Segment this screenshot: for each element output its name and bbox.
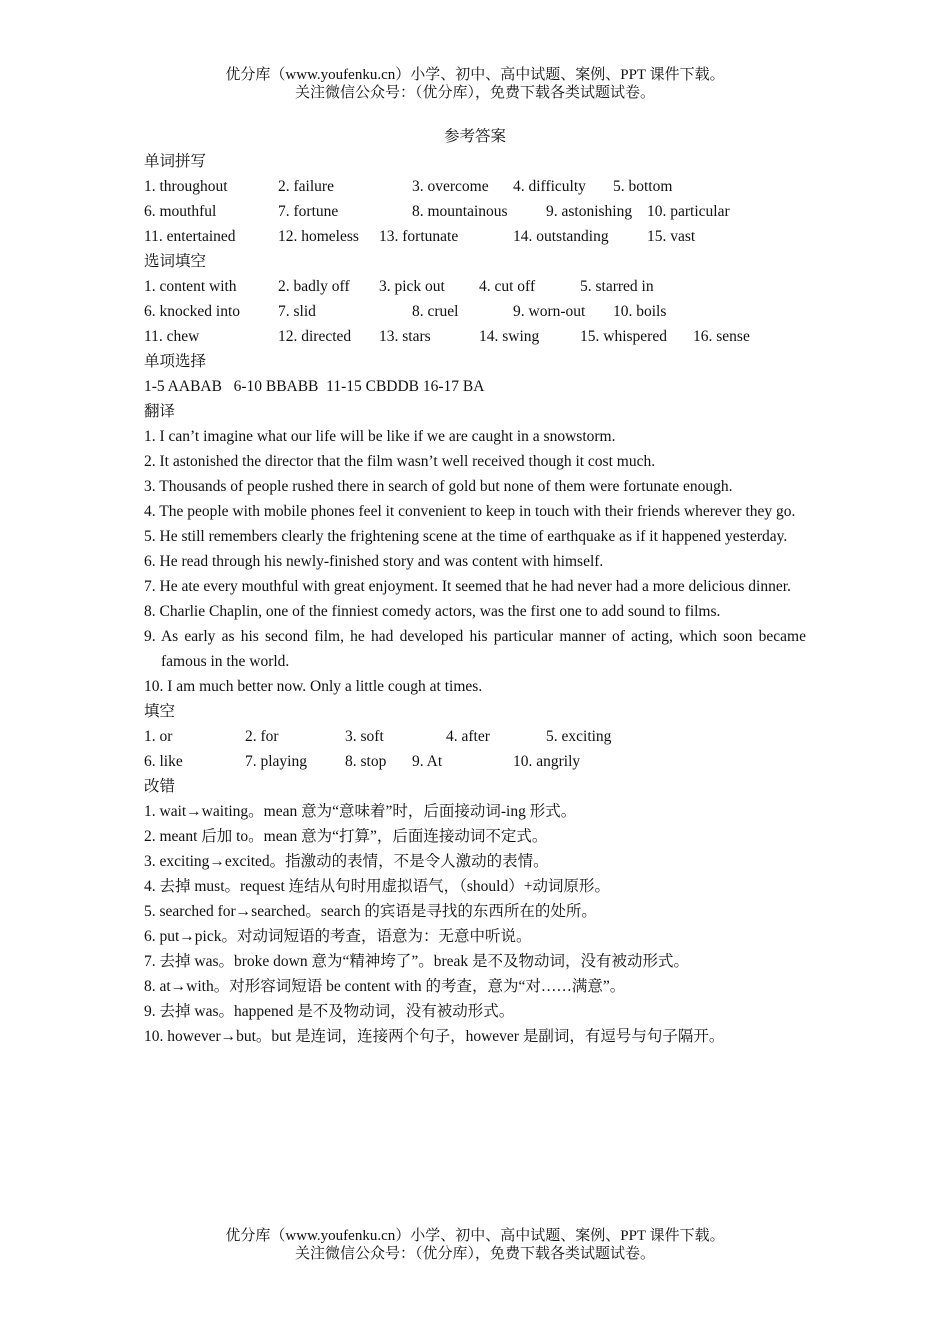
- answer-item: 7. slid: [278, 303, 316, 320]
- answer-item: 1. content with: [144, 278, 237, 295]
- blanks-heading: 填空: [144, 703, 176, 720]
- translation-item: 10. I am much better now. Only a little cough at times.: [144, 678, 483, 695]
- correction-item: 2. meant 后加 to。mean 意为“打算”，后面连接动词不定式。: [144, 828, 548, 845]
- fill-words-row: [144, 274, 806, 299]
- answer-item: 9. At: [412, 753, 443, 770]
- translation-item: 9. As early as his second film, he had developed his particular manner of acting, which soon became famous in the world.: [144, 628, 806, 670]
- blanks-row: [144, 749, 806, 774]
- answer-item: 15. vast: [647, 228, 696, 245]
- answer-item: 11. chew: [144, 328, 200, 345]
- correction-item: 8. at→with。对形容词短语 be content with 的考查，意为“对……满意”。: [144, 978, 626, 995]
- answer-item: 6. knocked into: [144, 303, 240, 320]
- answer-item: 4. difficulty: [513, 178, 586, 195]
- answer-item: 1. throughout: [144, 178, 228, 195]
- answer-item: 10. angrily: [513, 753, 581, 770]
- translation-item: 2. It astonished the director that the film wasn’t well received though it cost much.: [144, 453, 656, 470]
- answer-item: 1. or: [144, 728, 173, 745]
- spelling-row: [144, 224, 806, 249]
- answer-item: 3. pick out: [379, 278, 445, 295]
- answer-item: 2. for: [245, 728, 279, 745]
- fill-words-heading: 选词填空: [144, 253, 207, 270]
- spelling-row: [144, 199, 806, 224]
- answer-item: 16. sense: [693, 328, 750, 345]
- answer-item: 6. like: [144, 753, 183, 770]
- translation-item: 7. He ate every mouthful with great enjoyment. It seemed that he had never had a more delicious dinner.: [144, 578, 791, 595]
- answer-item: 11. entertained: [144, 228, 236, 245]
- correction-item: 3. exciting→excited。指激动的表情，不是令人激动的表情。: [144, 853, 549, 870]
- correction-item: 5. searched for→searched。search 的宾语是寻找的东西所在的处所。: [144, 903, 597, 920]
- translation-item: 3. Thousands of people rushed there in search of gold but none of them were fortunate enough.: [144, 478, 733, 495]
- answer-item: 9. astonishing: [546, 203, 633, 220]
- answer-item: 13. fortunate: [379, 228, 459, 245]
- translation-item: 8. Charlie Chaplin, one of the finniest comedy actors, was the first one to add sound to films.: [144, 603, 721, 620]
- correction-item: 10. however→but。but 是连词，连接两个句子，however 是副词，有逗号与句子隔开。: [144, 1028, 725, 1045]
- answer-item: 5. starred in: [580, 278, 654, 295]
- translation-item: 4. The people with mobile phones feel it convenient to keep in touch with their friends wherever they go.: [144, 503, 796, 520]
- footer-line-2: 关注微信公众号：（优分库），免费下载各类试题试卷。: [294, 1246, 655, 1262]
- answer-item: 9. worn-out: [513, 303, 586, 320]
- answer-item: 12. directed: [278, 328, 352, 345]
- answer-item: 14. outstanding: [513, 228, 609, 245]
- correction-item: 7. 去掉 was。broke down 意为“精神垮了”。break 是不及物动词，没有被动形式。: [144, 953, 690, 970]
- header-line-2: 关注微信公众号：（优分库），免费下载各类试题试卷。: [294, 85, 655, 101]
- answer-item: 14. swing: [479, 328, 540, 345]
- translation-item: 6. He read through his newly-finished story and was content with himself.: [144, 553, 604, 570]
- answer-item: 12. homeless: [278, 228, 359, 245]
- page-header: [0, 66, 950, 102]
- answer-item: 5. exciting: [546, 728, 612, 745]
- answer-item: 4. cut off: [479, 278, 536, 295]
- answer-item: 3. soft: [345, 728, 384, 745]
- correction-item: 4. 去掉 must。request 连结从句时用虚拟语气，（should）+动词原形。: [144, 878, 610, 895]
- answer-item: 10. particular: [647, 203, 730, 220]
- spelling-heading: 单词拼写: [144, 153, 207, 170]
- answer-item: 5. bottom: [613, 178, 673, 195]
- answer-item: 8. mountainous: [412, 203, 508, 220]
- corrections-heading: 改错: [144, 778, 176, 795]
- page-title: 参考答案: [443, 128, 506, 145]
- page-footer: [0, 1227, 950, 1263]
- answer-item: 6. mouthful: [144, 203, 217, 220]
- answer-item: 8. stop: [345, 753, 387, 770]
- footer-line-1: 优分库（www.youfenku.cn）小学、初中、高中试题、案例、PPT 课件下载。: [225, 1228, 725, 1244]
- answer-item: 4. after: [446, 728, 490, 745]
- answer-item: 7. playing: [245, 753, 307, 770]
- translation-item: 1. I can’t imagine what our life will be like if we are caught in a snowstorm.: [144, 428, 616, 445]
- correction-item: 1. wait→waiting。mean 意为“意味着”时，后面接动词-ing 形式。: [144, 803, 577, 820]
- translation-item: 5. He still remembers clearly the frightening scene at the time of earthquake as if it happened yesterday.: [144, 528, 788, 545]
- answer-item: 13. stars: [379, 328, 431, 345]
- header-line-1: 优分库（www.youfenku.cn）小学、初中、高中试题、案例、PPT 课件下载。: [225, 67, 725, 83]
- fill-words-row: [144, 299, 806, 324]
- answer-item: 3. overcome: [412, 178, 489, 195]
- answer-item: 2. failure: [278, 178, 334, 195]
- blanks-row: [144, 724, 806, 749]
- answer-item: 8. cruel: [412, 303, 459, 320]
- correction-item: 6. put→pick。对动词短语的考查，语意为：无意中听说。: [144, 928, 532, 945]
- answer-item: 7. fortune: [278, 203, 339, 220]
- spelling-row: [144, 174, 806, 199]
- translation-heading: 翻译: [144, 403, 176, 420]
- answer-item: 2. badly off: [278, 278, 350, 295]
- answer-item: 15. whispered: [580, 328, 667, 345]
- fill-words-row: [144, 324, 806, 349]
- correction-item: 9. 去掉 was。happened 是不及物动词，没有被动形式。: [144, 1003, 515, 1020]
- choice-heading: 单项选择: [144, 353, 207, 370]
- answer-item: 10. boils: [613, 303, 667, 320]
- answer-key: [144, 124, 806, 1049]
- choice-answers: 1-5 AABAB 6-10 BBABB 11-15 CBDDB 16-17 BA: [144, 378, 485, 395]
